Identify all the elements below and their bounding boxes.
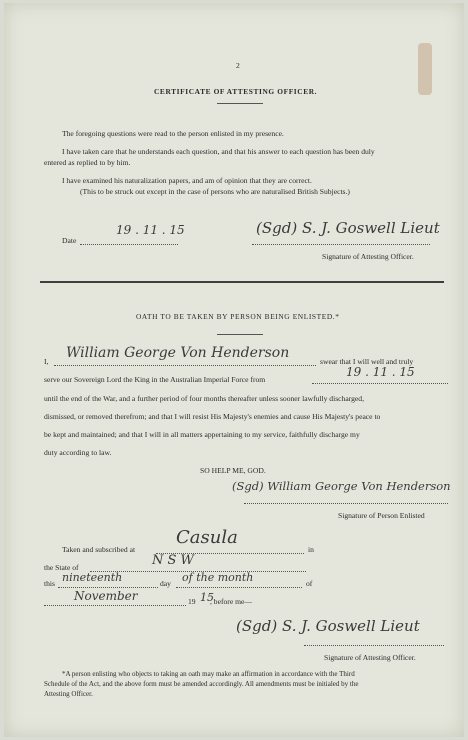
day-handwritten: nineteenth [62,571,123,584]
from-date-line [312,383,448,384]
state-handwritten: N S W [152,553,194,568]
month-line [176,587,302,588]
footnote-line1: *A person enlisting who objects to taking an oath may make an affirmation in accordance with the Third [62,670,355,678]
month-handwritten: of the month [182,571,254,584]
oath-line6: duty according to law. [44,448,112,457]
attesting-officer-signature: (Sgd) S. J. Goswell Lieut [256,219,440,237]
taken-label: Taken and subscribed at [62,545,136,554]
paper-stain [418,43,432,95]
state-label: the State of [44,563,79,572]
enlistee-signature: (Sgd) William George Von Henderson [232,479,451,493]
year-label: 19 [188,597,196,606]
certificate-para2b: entered as replied to by him. [44,158,131,167]
heading-rule [217,103,263,104]
name-line [54,365,316,366]
date-label: Date [62,236,77,245]
from-date-handwritten: 19 . 11 . 15 [346,365,415,379]
so-help-me-god: SO HELP ME, GOD. [200,466,266,475]
oath-heading: OATH TO BE TAKEN BY PERSON BEING ENLISTED.* [136,312,340,321]
certificate-para3-note: (This to be struck out except in the case of persons who are naturalised British Subjects.) [80,187,350,196]
oath-heading-rule [217,334,263,335]
oath-line2: serve our Sovereign Lord the King in the Australian Imperial Force from [44,375,266,384]
oath-line1-tail: swear that I will well and truly [320,357,414,366]
officer-signature-line [304,645,444,646]
footnote-line3: Attesting Officer. [44,690,93,698]
document-page [4,3,464,737]
place-handwritten: Casula [176,527,238,548]
enlistee-signature-caption: Signature of Person Enlisted [338,511,425,520]
day-line [58,587,158,588]
year-handwritten: 15 [200,591,214,604]
officer-signature: (Sgd) S. J. Goswell Lieut [236,617,420,635]
footnote-line2: Schedule of the Act, and the above form must be amended accordingly. All amendments must be initialed by the [44,680,359,688]
this-label: this [44,579,55,588]
attesting-officer-caption: Signature of Attesting Officer. [322,252,414,261]
date-handwritten: 19 . 11 . 15 [116,223,185,237]
oath-line3: until the end of the War, and a further period of four months thereafter unless sooner lawfully discharged, [44,394,364,403]
certificate-para2a: I have taken care that he understands each question, and that his answer to each question has been duly [62,147,375,156]
oath-line4: dismissed, or removed therefrom; and that I will resist His Majesty's enemies and cause His Majesty's peace to [44,412,381,421]
page-number: 2 [236,61,240,70]
month2-line [44,605,186,606]
enlistee-signature-line [244,503,448,504]
of-label: of [306,579,313,588]
date-line [80,244,178,245]
enlistee-name-handwritten: William George Von Henderson [66,345,290,361]
day-label: day [160,579,171,588]
oath-line5: be kept and maintained; and that I will in all matters appertaining to my service, faithfully discharge my [44,430,360,439]
oath-i-label: I, [44,357,49,366]
certificate-heading: CERTIFICATE OF ATTESTING OFFICER. [154,87,318,96]
officer-signature-caption: Signature of Attesting Officer. [324,653,416,662]
before-me-label: , before me— [210,597,252,606]
signature-line [252,244,430,245]
section-divider [40,281,444,283]
certificate-para3: I have examined his naturalization papers, and am of opinion that they are correct. [62,176,312,185]
in-label: in [308,545,314,554]
month2-handwritten: November [74,589,138,603]
certificate-para1: The foregoing questions were read to the person enlisted in my presence. [62,129,284,138]
